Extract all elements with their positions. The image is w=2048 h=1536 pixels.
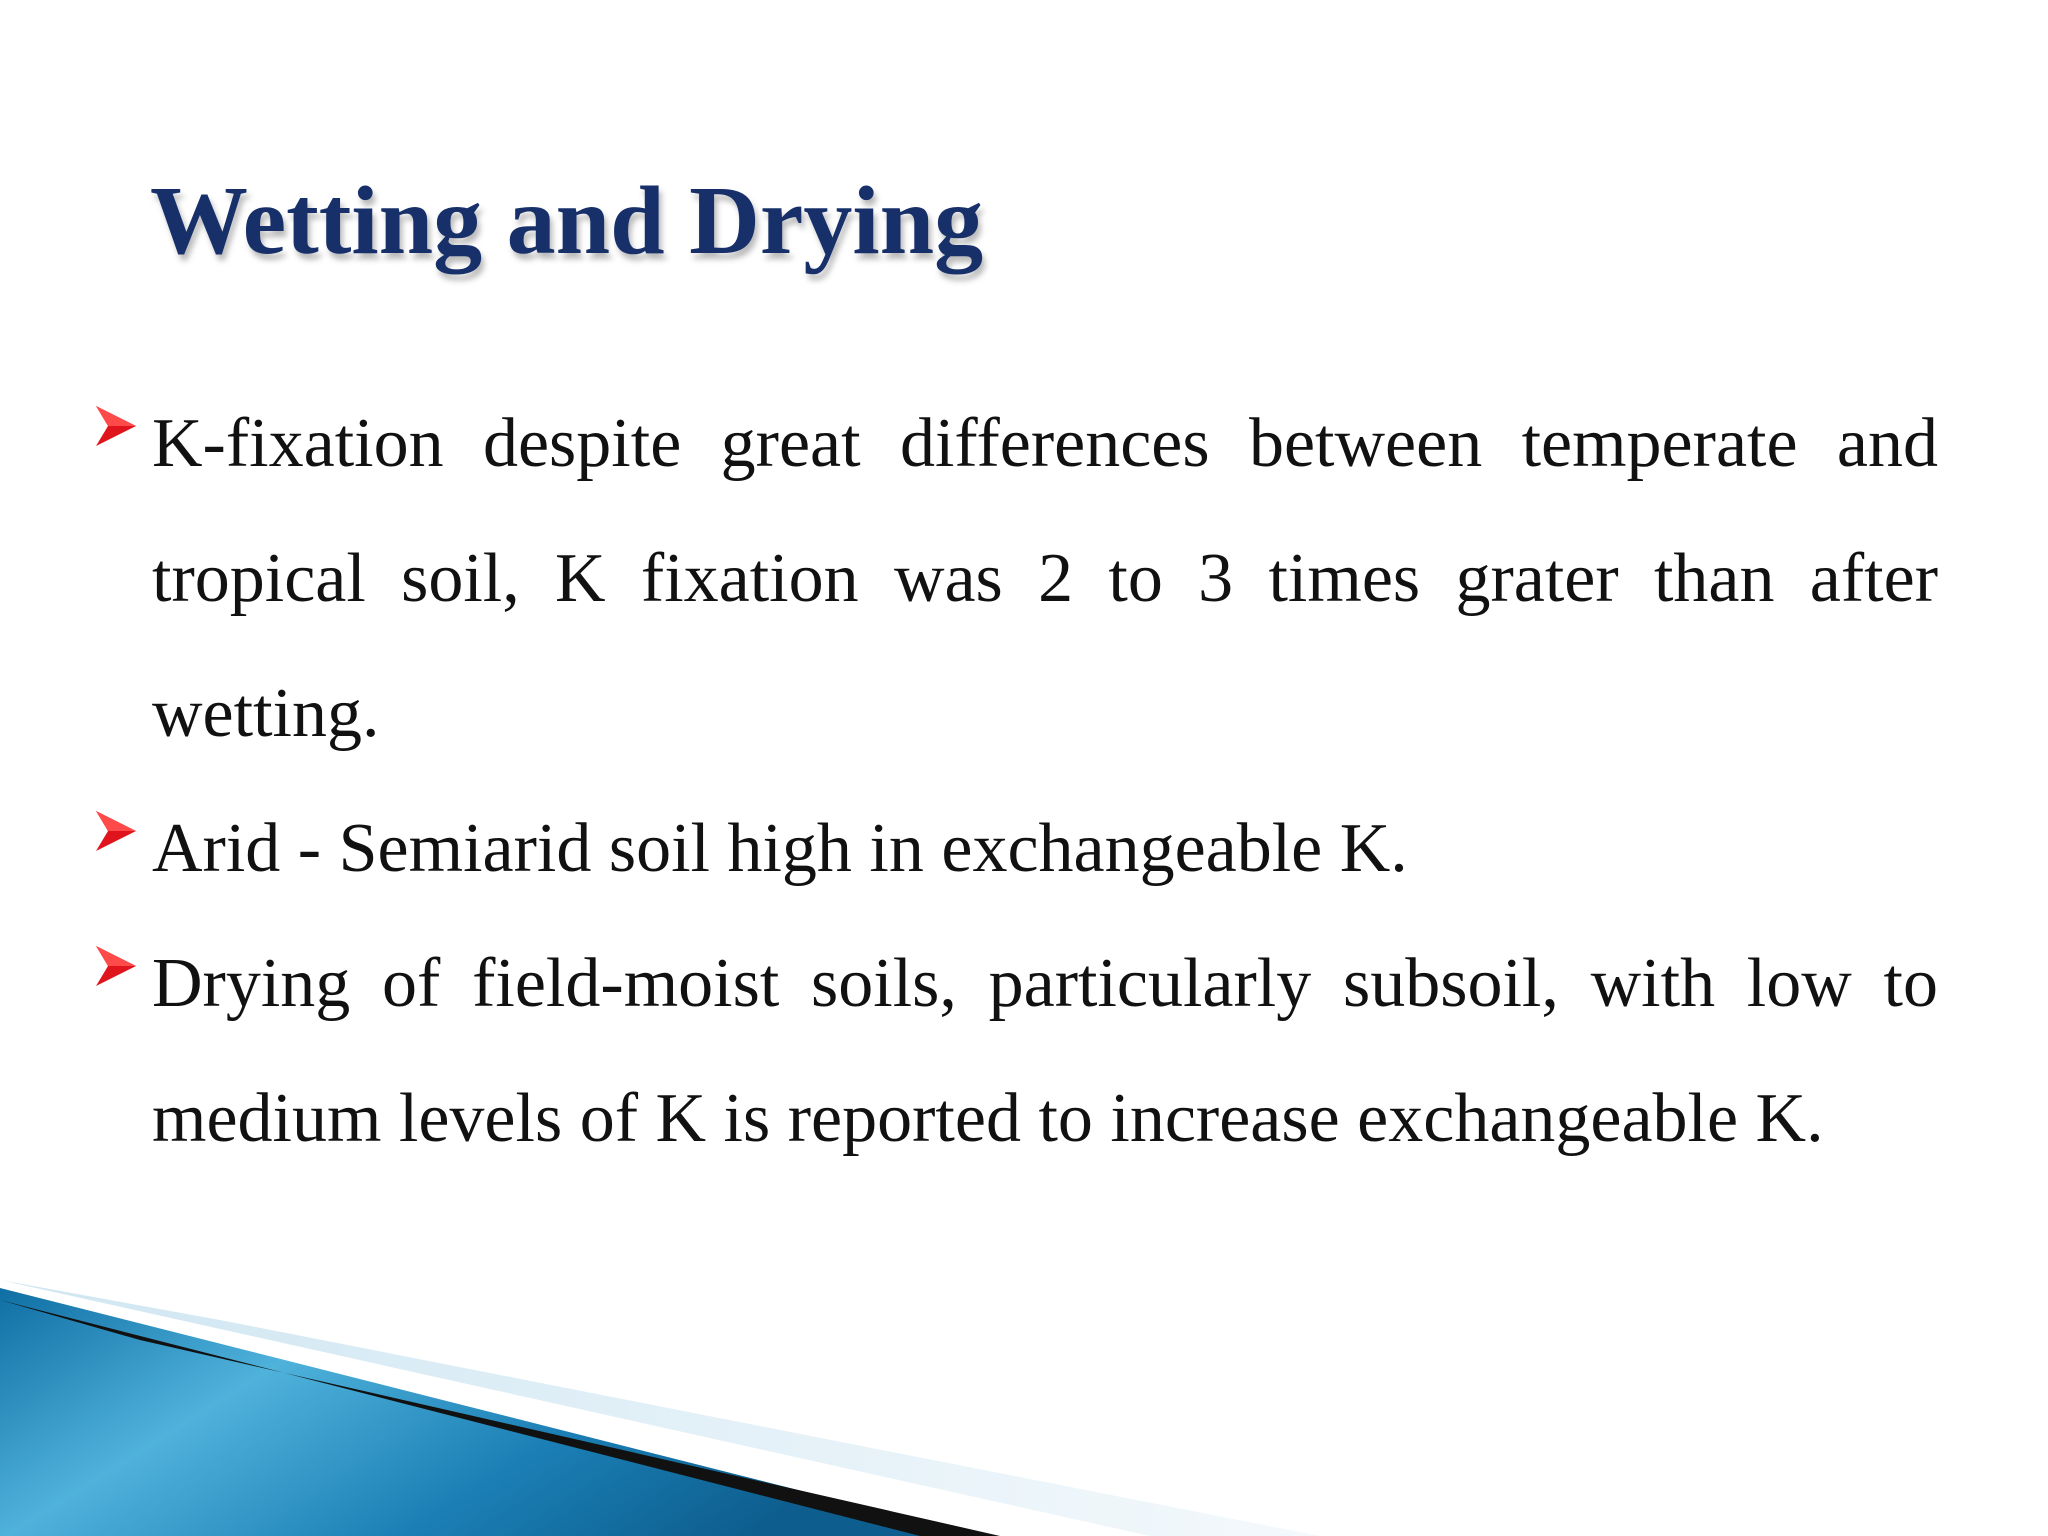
bullet-list <box>90 376 1938 1186</box>
slide-title: Wetting and Drying <box>150 167 984 275</box>
bullet-item <box>90 916 1938 1186</box>
red-arrow-bullet-icon <box>94 809 138 853</box>
red-arrow-bullet-icon <box>94 944 138 988</box>
red-arrow-bullet-icon <box>94 404 138 448</box>
bullet-text: K-fixation despite great differences between temperate and tropical soil, K fixation was 2 to 3 times grater than after wetting. <box>152 405 1938 752</box>
bullet-text: Arid - Semiarid soil high in exchangeable K. <box>152 810 1408 887</box>
corner-swoosh-decoration <box>0 1260 2048 1536</box>
bullet-text: Drying of field-moist soils, particularly subsoil, with low to medium levels of K is reported to increase exchangeable K. <box>152 945 1938 1157</box>
bullet-item <box>90 781 1938 916</box>
bullet-item <box>90 376 1938 781</box>
